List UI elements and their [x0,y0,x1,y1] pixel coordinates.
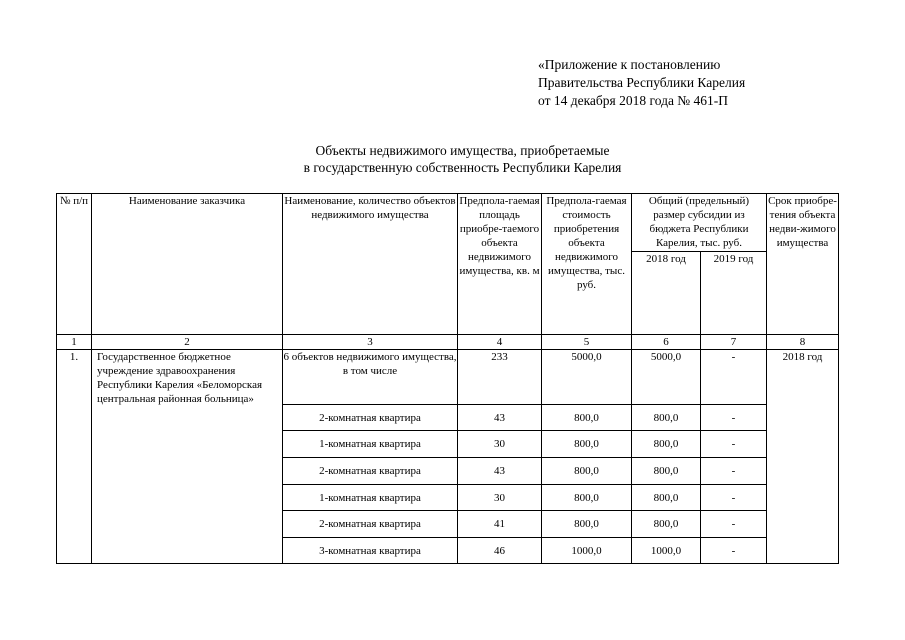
header-customer: Наименование заказчика [92,194,283,335]
appendix-line-3: от 14 декабря 2018 года № 461-П [538,93,729,108]
term-continued [767,405,839,564]
row-cost: 1000,0 [542,538,632,564]
row-area: 30 [458,431,542,458]
header-cost: Предпола-гаемая стоимость приобретения объекта недвижимого имущества, тыс. руб. [542,194,632,335]
header-year-2018: 2018 год [632,252,701,335]
row-2019: - [701,431,767,458]
col-num-8: 8 [767,335,839,350]
row-area: 46 [458,538,542,564]
row-cost: 800,0 [542,431,632,458]
col-num-7: 7 [701,335,767,350]
header-row-1 [57,194,839,252]
cell-area: 233 [458,350,542,405]
col-num-6: 6 [632,335,701,350]
appendix-line-2: Правительства Республики Карелия [538,75,746,90]
col-num-5: 5 [542,335,632,350]
row-2018: 1000,0 [632,538,701,564]
row-2019: - [701,485,767,511]
table-row-main [57,350,839,405]
row-area: 43 [458,405,542,431]
cell-objects: 6 объектов недвижимого имущества, в том числе [283,350,458,405]
col-num-3: 3 [283,335,458,350]
column-numbers-row [57,335,839,350]
row-2019: - [701,511,767,538]
row-object-name: 2-комнатная квартира [283,458,458,485]
row-object-name: 1-комнатная квартира [283,431,458,458]
title-line-2: в государственную собственность Республики Карелия [303,160,622,175]
row-cost: 800,0 [542,511,632,538]
objects-table [56,193,839,564]
col-num-2: 2 [92,335,283,350]
col-num-1: 1 [57,335,92,350]
row-object-name: 2-комнатная квартира [283,405,458,431]
appendix-line-1: «Приложение к постановлению [538,57,721,72]
header-year-2019: 2019 год [701,252,767,335]
cell-customer: Государственное бюджетное учреждение здравоохранения Республики Карелия «Беломорская центральная районная больница» [92,350,283,564]
row-cost: 800,0 [542,405,632,431]
row-object-name: 3-комнатная квартира [283,538,458,564]
row-2018: 800,0 [632,485,701,511]
col-num-4: 4 [458,335,542,350]
row-area: 41 [458,511,542,538]
row-2019: - [701,405,767,431]
cell-no: 1. [57,350,92,564]
header-subsidy: Общий (предельный) размер субсидии из бюджета Республики Карелия, тыс. руб. [632,194,767,252]
document-title [0,142,905,176]
row-object-name: 1-комнатная квартира [283,485,458,511]
row-2018: 800,0 [632,431,701,458]
cell-2018: 5000,0 [632,350,701,405]
row-2019: - [701,538,767,564]
row-2018: 800,0 [632,511,701,538]
header-objects: Наименование, количество объектов недвижимого имущества [283,194,458,335]
row-2018: 800,0 [632,458,701,485]
cell-cost: 5000,0 [542,350,632,405]
cell-term: 2018 год [767,350,839,405]
row-object-name: 2-комнатная квартира [283,511,458,538]
row-area: 30 [458,485,542,511]
row-cost: 800,0 [542,458,632,485]
row-area: 43 [458,458,542,485]
cell-2019: - [701,350,767,405]
row-2019: - [701,458,767,485]
header-term: Срок приобре-тения объекта недви-жимого имущества [767,194,839,335]
row-2018: 800,0 [632,405,701,431]
row-cost: 800,0 [542,485,632,511]
title-line-1: Объекты недвижимого имущества, приобретаемые [315,143,610,158]
appendix-header [538,56,745,110]
header-no: № п/п [57,194,92,335]
header-area: Предпола-гаемая площадь приобре-таемого объекта недвижимого имущества, кв. м [458,194,542,335]
